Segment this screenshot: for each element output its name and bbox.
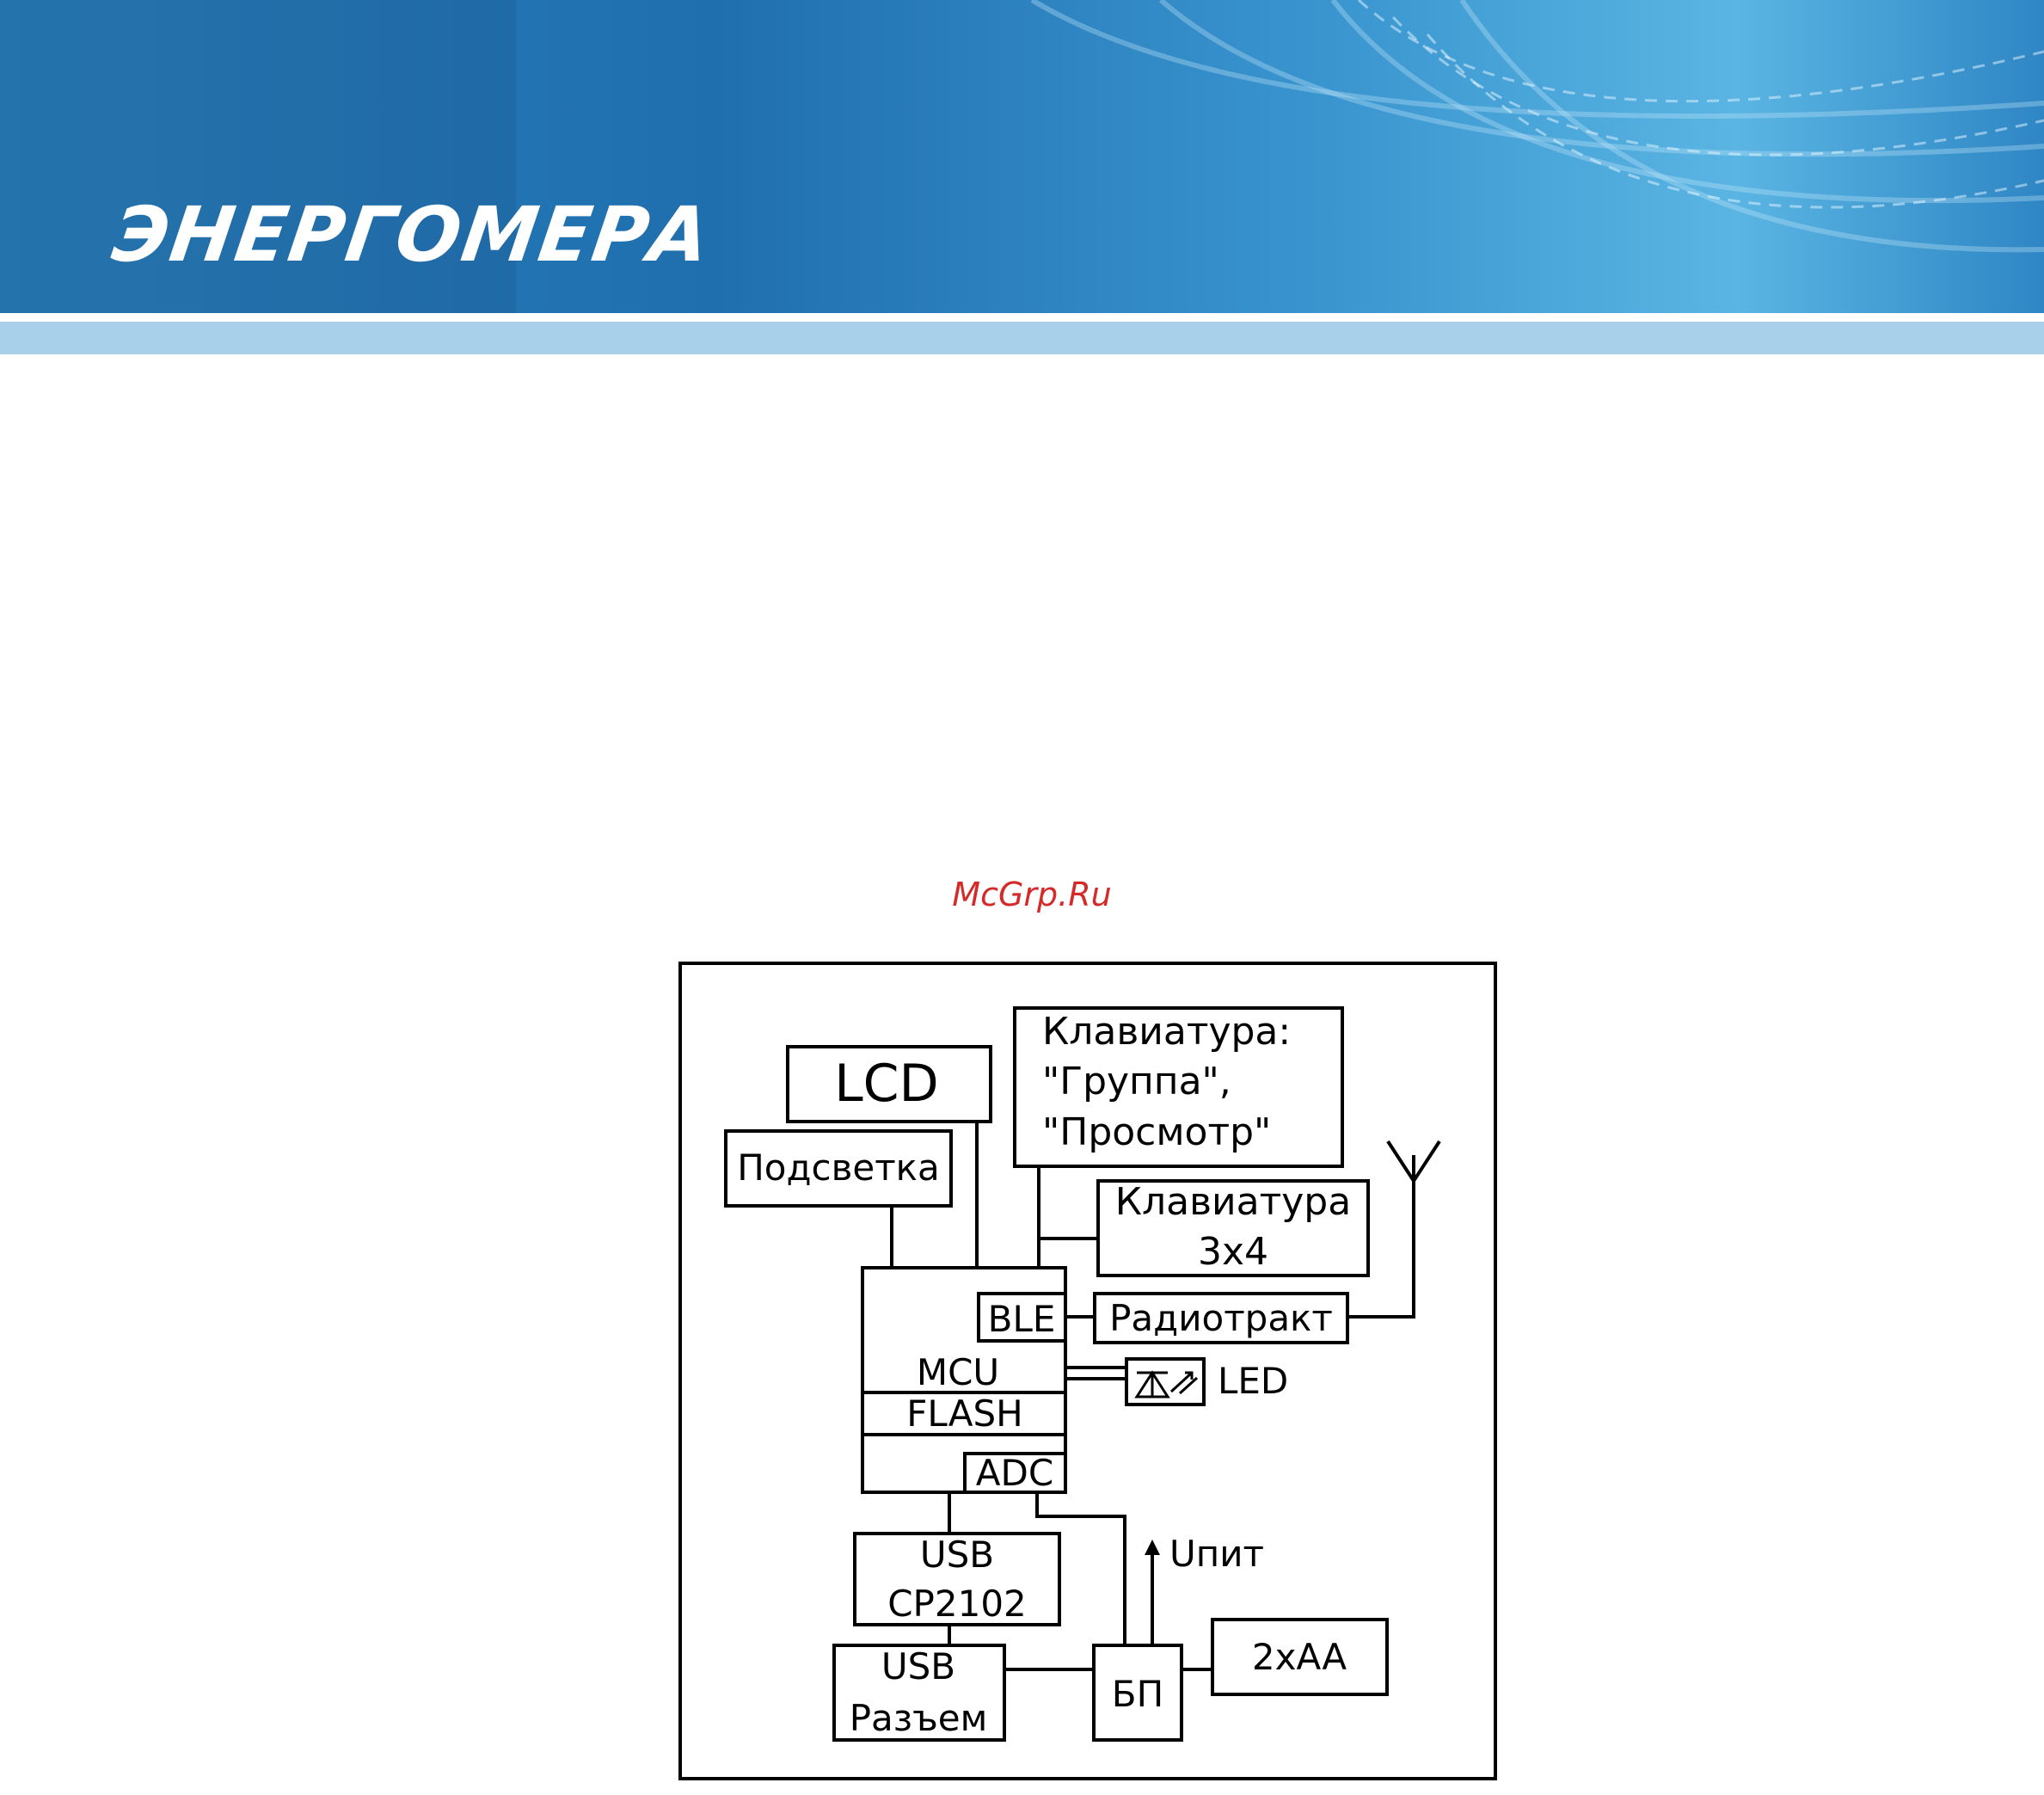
- led-label: LED: [1218, 1360, 1289, 1402]
- usb-chip-label-line2: CP2102: [887, 1583, 1027, 1625]
- keypad1-label-line3: "Просмотр": [1042, 1110, 1272, 1154]
- mcu-label: MCU: [916, 1351, 1000, 1393]
- usb-connector-label-line1: USB: [881, 1645, 956, 1687]
- banner-strip: [0, 322, 2044, 354]
- ble-label: BLE: [987, 1298, 1056, 1340]
- psu-label: БП: [1111, 1673, 1164, 1715]
- supply-label: Uпит: [1169, 1533, 1264, 1575]
- supply-arrow-icon: [1145, 1540, 1160, 1555]
- lcd-label: LCD: [834, 1054, 939, 1114]
- watermark: McGrp.Ru: [952, 876, 1112, 913]
- keypad1-label-line1: Клавиатура:: [1042, 1010, 1292, 1054]
- keypad2-label-line2: 3x4: [1197, 1230, 1269, 1274]
- led-icon: [1137, 1373, 1197, 1397]
- radio-label: Радиотракт: [1109, 1297, 1333, 1339]
- block-diagram: [671, 955, 1505, 1789]
- header-banner: [0, 0, 2044, 313]
- keypad1-label-line2: "Группа",: [1042, 1060, 1231, 1103]
- usb-chip-label-line1: USB: [919, 1534, 995, 1576]
- keypad2-label-line1: Клавиатура: [1114, 1180, 1352, 1224]
- adc-label: ADC: [975, 1452, 1054, 1494]
- energomera-logo: ЭНЕРГОМЕРА: [107, 190, 717, 279]
- battery-label: 2xAA: [1251, 1636, 1347, 1678]
- usb-connector-label-line2: Разъем: [849, 1697, 988, 1739]
- flash-label: FLASH: [906, 1392, 1023, 1435]
- backlight-label: Подсветка: [737, 1146, 940, 1189]
- banner-divider: [0, 313, 2044, 322]
